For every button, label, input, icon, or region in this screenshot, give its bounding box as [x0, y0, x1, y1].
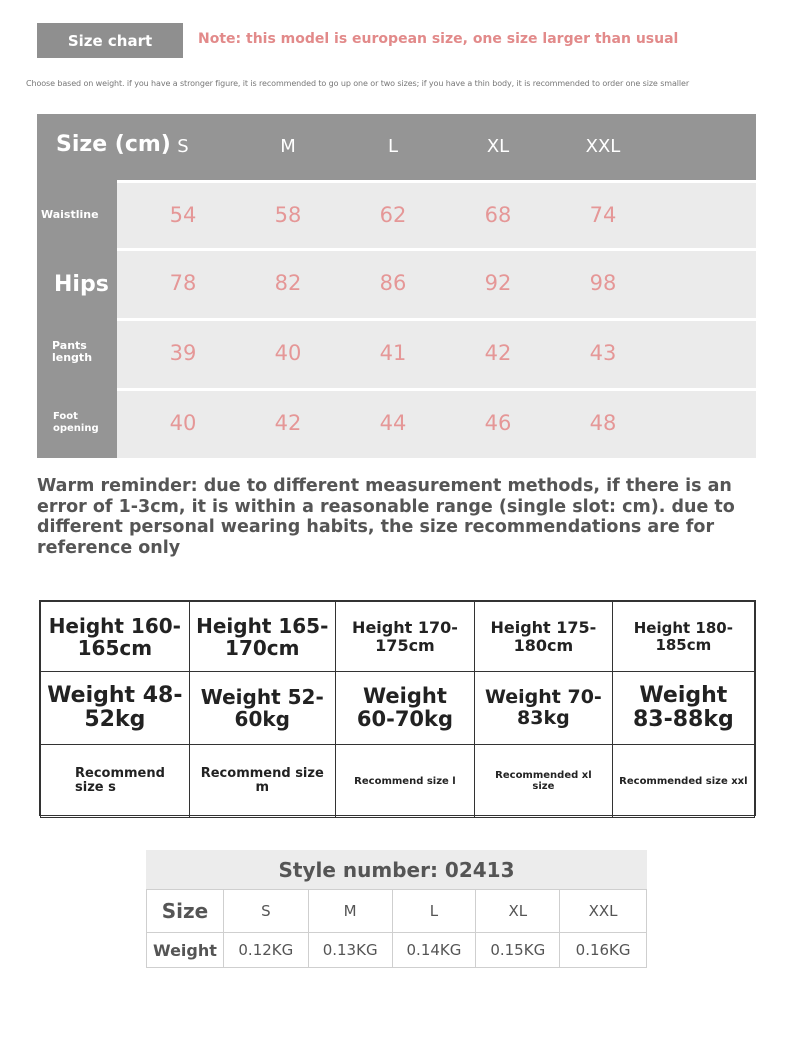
- foot-opening-s: 40: [169, 411, 197, 435]
- hips-l: 86: [379, 271, 407, 295]
- row-label-foot-opening: Foot opening: [53, 411, 99, 434]
- foot-opening-xl: 46: [484, 411, 512, 435]
- size-recommendation-table: [39, 600, 756, 816]
- style-weight-cell: 0.16KG: [560, 933, 647, 968]
- waistline-s: 54: [169, 203, 197, 227]
- size-chart-row-labels: [37, 180, 117, 458]
- pants-length-s: 39: [169, 341, 197, 365]
- weight-cell: Weight 52-60kg: [189, 672, 335, 745]
- weight-guidance-text: Choose based on weight. if you have a stronger figure, it is recommended to go up one or two sizes; if you have a thin body, it is recommended to order one size smaller: [26, 79, 690, 88]
- row-label-hips: Hips: [54, 272, 109, 297]
- size-col-s: S: [177, 136, 189, 157]
- recommend-cell: Recommend size l: [335, 745, 474, 818]
- height-cell: Height 165-170cm: [189, 602, 335, 672]
- height-cell: Height 170-175cm: [335, 602, 474, 672]
- waistline-xl: 68: [484, 203, 512, 227]
- hips-xxl: 98: [589, 271, 617, 295]
- style-size-cell: M: [308, 890, 392, 933]
- size-chart-table: [37, 114, 756, 458]
- style-weight-cell: 0.13KG: [308, 933, 392, 968]
- size-col-xl: XL: [486, 136, 510, 157]
- weight-cell: Weight 60-70kg: [335, 672, 474, 745]
- style-size-label: Size: [147, 890, 224, 933]
- style-weight-row: [147, 933, 647, 968]
- hips-xl: 92: [484, 271, 512, 295]
- foot-opening-xxl: 48: [589, 411, 617, 435]
- pants-length-xxl: 43: [589, 341, 617, 365]
- recommend-cell: Recommend size s: [41, 745, 190, 818]
- recommend-cell: Recommended xl size: [475, 745, 613, 818]
- style-weight-label: Weight: [147, 933, 224, 968]
- hips-s: 78: [169, 271, 197, 295]
- waistline-l: 62: [379, 203, 407, 227]
- style-size-cell: XL: [476, 890, 560, 933]
- height-cell: Height 160-165cm: [41, 602, 190, 672]
- size-chart-title: Size (cm): [56, 132, 171, 157]
- height-cell: Height 180-185cm: [612, 602, 754, 672]
- weight-cell: Weight 70-83kg: [475, 672, 613, 745]
- row-label-waistline: Waistline: [41, 208, 99, 221]
- style-size-cell: L: [392, 890, 476, 933]
- weight-cell: Weight 83-88kg: [612, 672, 754, 745]
- size-chart-header: [37, 114, 756, 180]
- recommend-cell: Recommend size m: [189, 745, 335, 818]
- style-weight-cell: 0.15KG: [476, 933, 560, 968]
- warm-reminder-text: Warm reminder: due to different measurement methods, if there is an error of 1-3cm, it is within a reasonable range (single slot: cm). due to different personal wearing habits, the size recommendations are for reference only: [37, 476, 735, 558]
- style-weight-cell: 0.12KG: [223, 933, 308, 968]
- recommend-cell: Recommended size xxl: [612, 745, 754, 818]
- height-cell: Height 175-180cm: [475, 602, 613, 672]
- size-col-xxl: XXL: [585, 136, 621, 157]
- row-label-pants-length: Pants length: [52, 339, 93, 364]
- hips-m: 82: [274, 271, 302, 295]
- foot-opening-m: 42: [274, 411, 302, 435]
- style-weight-cell: 0.14KG: [392, 933, 476, 968]
- european-size-note: Note: this model is european size, one size larger than usual: [198, 31, 679, 47]
- style-number-table: [146, 850, 647, 968]
- waistline-m: 58: [274, 203, 302, 227]
- recommend-row: [41, 745, 755, 818]
- height-row: [41, 602, 755, 672]
- size-col-m: M: [280, 136, 296, 157]
- weight-row: [41, 672, 755, 745]
- foot-opening-l: 44: [379, 411, 407, 435]
- style-size-cell: S: [223, 890, 308, 933]
- waistline-xxl: 74: [589, 203, 617, 227]
- size-col-l: L: [387, 136, 399, 157]
- style-number-title: Style number: 02413: [146, 850, 647, 889]
- pants-length-l: 41: [379, 341, 407, 365]
- style-size-cell: XXL: [560, 890, 647, 933]
- weight-cell: Weight 48-52kg: [41, 672, 190, 745]
- pants-length-xl: 42: [484, 341, 512, 365]
- size-chart-tab: Size chart: [37, 23, 183, 58]
- style-size-row: [147, 890, 647, 933]
- pants-length-m: 40: [274, 341, 302, 365]
